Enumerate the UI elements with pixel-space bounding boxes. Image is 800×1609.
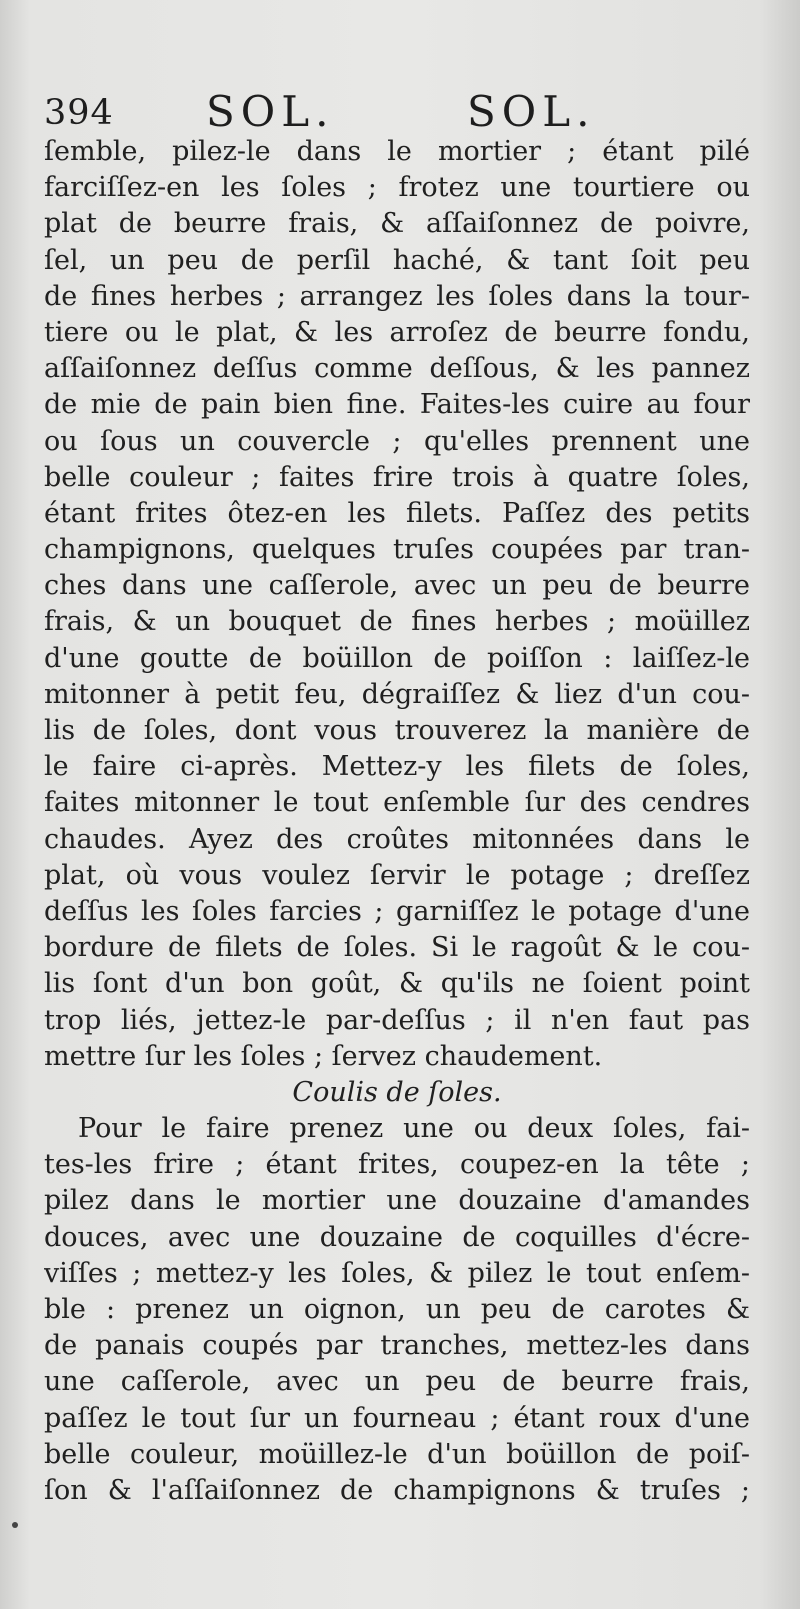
text-line: Pour le faire prenez une ou deux ſoles, fai- xyxy=(78,1113,750,1145)
text-line: farciſſez-en les ſoles ; frotez une tourtiere ou xyxy=(44,172,750,204)
text-line: bordure de filets de ſoles. Si le ragoût & le cou- xyxy=(44,932,750,964)
text-line: de fines herbes ; arrangez les ſoles dans la tour- xyxy=(44,280,750,312)
text-line: douces, avec une douzaine de coquilles d'écre- xyxy=(44,1221,750,1253)
text-line: ſel, un peu de perſil haché, & tant ſoit peu xyxy=(44,244,750,276)
text-line: trop liés, jettez-le par-deſſus ; il n'en faut pas xyxy=(44,1004,750,1036)
text-line: mettre ſur les ſoles ; ſervez chaudement. xyxy=(44,1040,603,1072)
section-heading: Coulis de ſoles. xyxy=(292,1076,502,1108)
text-line: belle couleur, moüillez-le d'un boüillon de poiſ- xyxy=(44,1438,750,1470)
text-line: ſon & l'aſſaiſonnez de champignons & truſes ; xyxy=(44,1474,750,1506)
text-line: de panais coupés par tranches, mettez-les dans xyxy=(44,1330,750,1362)
text-line: lis de ſoles, dont vous trouverez la manière de xyxy=(44,715,750,746)
text-line: plat de beurre frais, & aſſaiſonnez de poivre, xyxy=(44,208,750,240)
text-line: de mie de pain bien fine. Faites-les cuire au four xyxy=(44,389,750,421)
text-line: tiere ou le plat, & les arroſez de beurre fondu, xyxy=(44,316,750,348)
text-line: deſſus les ſoles farcies ; garniſſez le potage d'une xyxy=(44,895,750,927)
text-line: ches dans une caſſerole, avec un peu de beurre xyxy=(44,570,750,602)
text-line: chaudes. Ayez des croûtes mitonnées dans le xyxy=(44,823,750,855)
text-line: plat, où vous voulez ſervir le potage ; dreſſez xyxy=(44,859,750,891)
text-line: champignons, quelques truſes coupées par tran- xyxy=(44,534,750,566)
text-line: d'une goutte de boüillon de poiſſon : laiſſez-le xyxy=(44,642,750,674)
text-line: frais, & un bouquet de fines herbes ; moüillez xyxy=(44,606,750,638)
text-line: lis ſont d'un bon goût, & qu'ils ne ſoient point xyxy=(44,968,750,1000)
text-line: paſſez le tout ſur un fourneau ; étant roux d'une xyxy=(44,1402,750,1434)
page-number: 394 xyxy=(44,93,114,133)
text-line: ou ſous un couvercle ; qu'elles prennent une xyxy=(44,425,750,457)
text-line: une caſſerole, avec un peu de beurre frais, xyxy=(44,1366,750,1398)
text-line: pilez dans le mortier une douzaine d'amandes xyxy=(44,1185,750,1217)
body-text xyxy=(44,134,750,1509)
text-line: tes-les frire ; étant frites, coupez-en la tête ; xyxy=(44,1149,750,1181)
ink-speck xyxy=(12,1522,18,1528)
running-head xyxy=(44,83,764,135)
text-line: faites mitonner le tout enſemble ſur des cendres xyxy=(44,787,750,819)
text-line: belle couleur ; faites frire trois à quatre ſoles, xyxy=(44,461,750,493)
text-line: étant frites ôtez-en les filets. Paſſez des petits xyxy=(44,497,750,529)
text-line: le faire ci-après. Mettez-y les filets de ſoles, xyxy=(44,751,750,783)
text-line: aſſaiſonnez deſſus comme deſſous, & les pannez xyxy=(44,353,750,385)
text-line: mitonner à petit feu, dégraiſſez & liez d'un cou- xyxy=(44,678,750,710)
text-line: ble : prenez un oignon, un peu de carotes & xyxy=(44,1294,750,1325)
text-line: ſemble, pilez-le dans le mortier ; étant pilé xyxy=(44,136,750,167)
running-title-right: SOL. xyxy=(467,87,596,136)
text-line: viſſes ; mettez-y les ſoles, & pilez le tout enſem- xyxy=(44,1257,750,1289)
running-title-left: SOL. xyxy=(206,87,335,136)
